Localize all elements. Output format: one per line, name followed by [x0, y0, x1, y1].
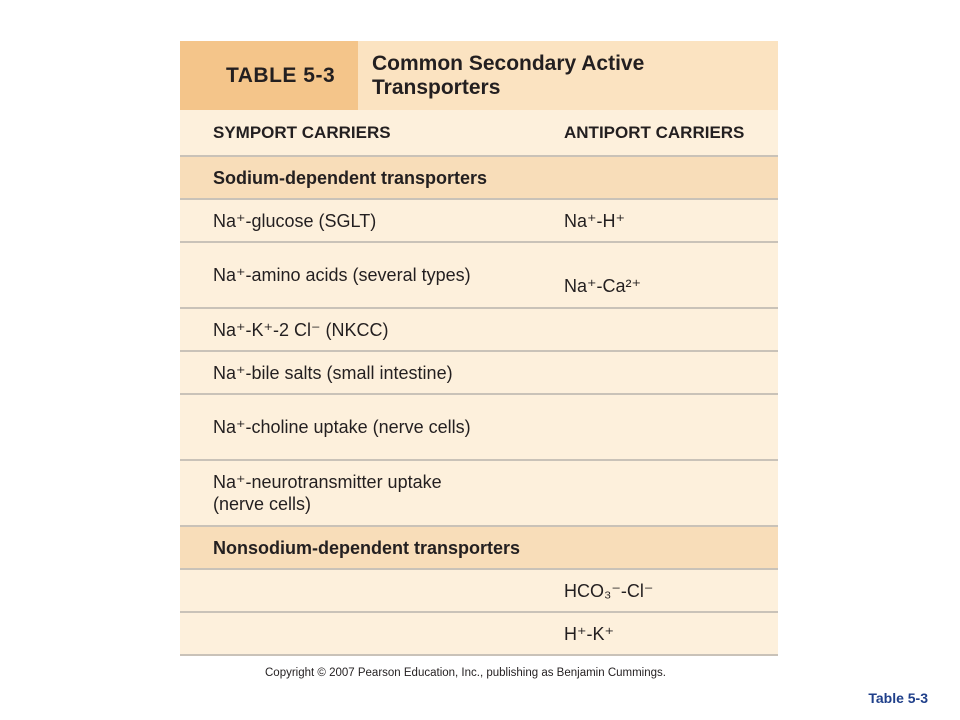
section-row [180, 157, 778, 200]
copyright-notice: Copyright © 2007 Pearson Education, Inc., publishing as Benjamin Cummings. [265, 667, 666, 679]
antiport-cell [529, 395, 778, 459]
section-label: Sodium-dependent transporters [213, 167, 488, 188]
table-row [180, 352, 778, 395]
symport-cell: Na⁺-amino acids (several types) [213, 265, 471, 285]
table-row [180, 570, 778, 613]
antiport-cell [580, 352, 778, 393]
antiport-header: ANTIPORT CARRIERS [564, 122, 745, 142]
antiport-cell: Na⁺-H⁺ [564, 210, 626, 231]
table-row [180, 613, 778, 656]
table-number: TABLE 5-3 [180, 41, 358, 110]
table-row [180, 461, 778, 527]
table-row [180, 200, 778, 243]
symport-cell [180, 570, 529, 611]
table-row [180, 309, 778, 352]
symport-cell: Na⁺-choline uptake (nerve cells) [213, 417, 471, 437]
antiport-cell: HCO₃⁻-Cl⁻ [564, 580, 654, 601]
antiport-cell: Na⁺-Ca²⁺ [564, 276, 642, 296]
section-row [180, 527, 778, 570]
table-row [180, 243, 778, 309]
antiport-cell [529, 461, 778, 525]
symport-cell: Na⁺-K⁺-2 Cl⁻ (NKCC) [213, 319, 389, 340]
symport-header: SYMPORT CARRIERS [213, 122, 391, 142]
symport-cell [180, 613, 529, 654]
table-header [180, 41, 778, 110]
symport-cell: Na⁺-glucose (SGLT) [213, 210, 377, 231]
column-headers [180, 110, 778, 157]
section-label: Nonsodium-dependent transporters [213, 537, 521, 558]
symport-cell: Na⁺-neurotransmitter uptake (nerve cells) [213, 472, 442, 514]
table-row [180, 395, 778, 461]
antiport-cell [529, 309, 778, 350]
figure-label: Table 5-3 [868, 690, 928, 706]
symport-cell: Na⁺-bile salts (small intestine) [213, 362, 453, 383]
table-title: Common Secondary Active Transporters [358, 41, 778, 110]
antiport-cell: H⁺-K⁺ [564, 623, 615, 644]
transporters-table [180, 41, 778, 656]
